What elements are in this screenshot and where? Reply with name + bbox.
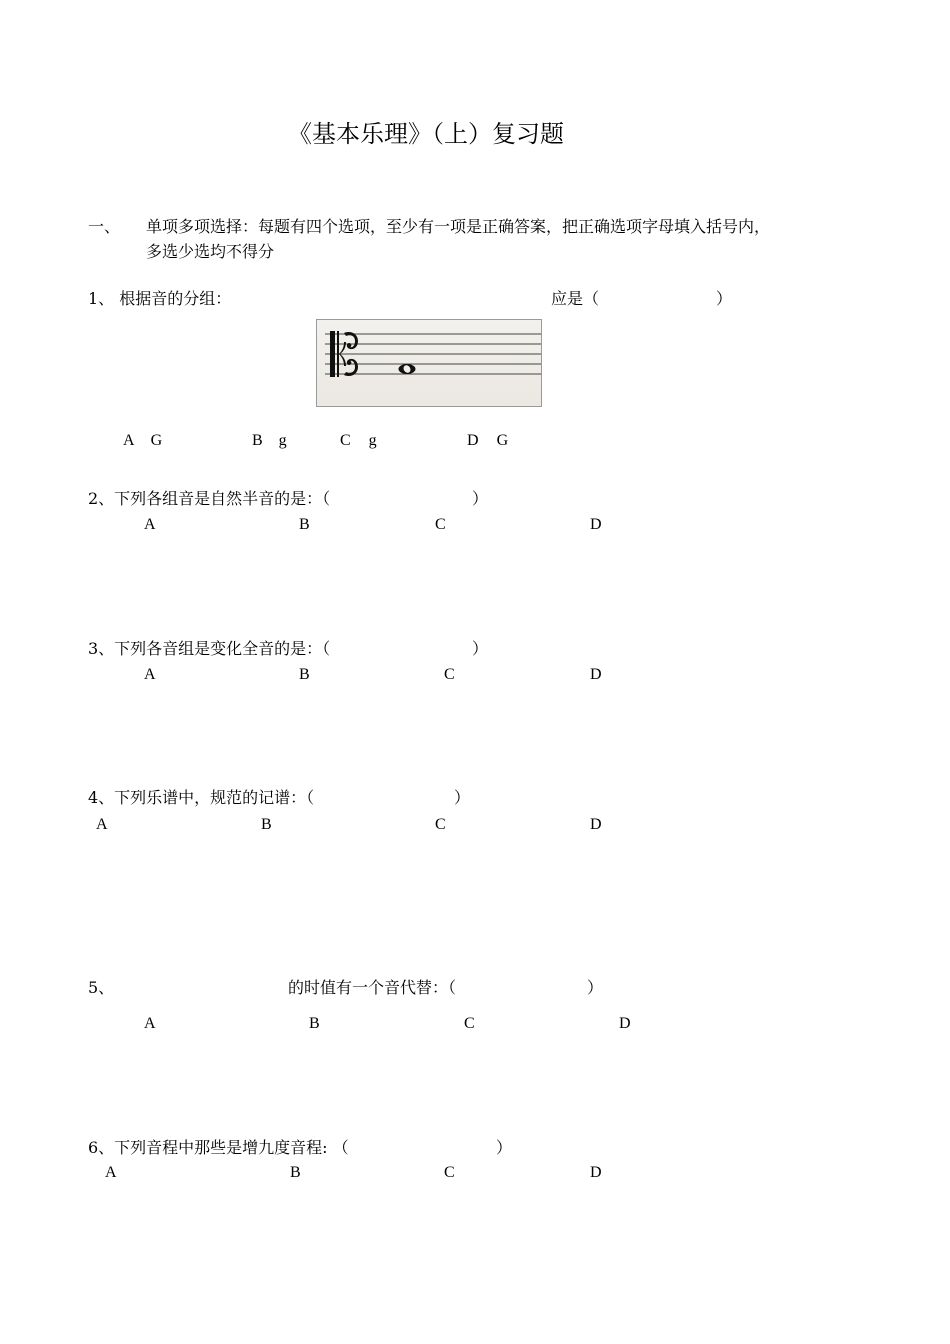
q1-option-a-letter: A xyxy=(123,432,135,449)
q1-option-c-letter: C xyxy=(340,432,351,449)
q5-option-c: C xyxy=(464,1015,475,1032)
staff-image xyxy=(316,319,542,407)
q1-option-d xyxy=(467,430,508,452)
question-3-answer-close: ） xyxy=(472,639,489,658)
q3-option-c: C xyxy=(444,666,455,683)
q1-option-a-value: G xyxy=(150,432,163,449)
question-5-number: 5、 xyxy=(88,978,115,997)
question-1-answer-close: ） xyxy=(716,289,733,308)
q2-option-a: A xyxy=(144,516,156,533)
q6-option-c: C xyxy=(444,1164,455,1181)
q1-option-a xyxy=(123,430,162,452)
q5-option-a: A xyxy=(144,1015,156,1032)
q1-option-b xyxy=(252,430,287,452)
q5-option-d: D xyxy=(619,1015,631,1032)
q4-option-a: A xyxy=(96,816,108,833)
question-5-answer-close: ） xyxy=(587,978,604,997)
question-2-label: 2、下列各组音是自然半音的是：（ xyxy=(88,489,331,508)
question-1-label: 1、 根据音的分组： xyxy=(88,289,232,308)
q1-option-c xyxy=(340,430,377,452)
question-3-label: 3、下列各音组是变化全音的是：（ xyxy=(88,639,331,658)
q3-option-b: B xyxy=(299,666,310,683)
q4-option-b: B xyxy=(261,816,272,833)
q4-option-d: D xyxy=(590,816,602,833)
question-4-answer-close: ） xyxy=(454,788,471,807)
section-instruction-line1: 单项多项选择：每题有四个选项，至少有一项是正确答案，把正确选项字母填入括号内， xyxy=(146,217,771,236)
whole-note-icon xyxy=(399,364,416,374)
q6-option-b: B xyxy=(290,1164,301,1181)
section-instruction-line2: 多选少选均不得分 xyxy=(146,242,275,261)
page-title-text: 《基本乐理》（上）复习题 xyxy=(288,120,564,148)
q2-option-d: D xyxy=(590,516,602,533)
q2-option-c: C xyxy=(435,516,446,533)
page-title xyxy=(288,114,564,149)
q3-option-a: A xyxy=(144,666,156,683)
question-6-answer-close: ） xyxy=(496,1138,513,1157)
question-5-label: 的时值有一个音代替：（ xyxy=(288,978,457,997)
q6-option-d: D xyxy=(590,1164,602,1181)
section-number: 一、 xyxy=(88,217,121,236)
q4-option-c: C xyxy=(435,816,446,833)
q1-option-c-value: g xyxy=(368,432,377,449)
question-1-suffix: 应是（ xyxy=(551,289,600,308)
question-2-answer-close: ） xyxy=(472,489,489,508)
q2-option-b: B xyxy=(299,516,310,533)
q1-option-d-value: G xyxy=(496,432,509,449)
alto-clef-whole-note-icon xyxy=(317,320,542,407)
q6-option-a: A xyxy=(105,1164,117,1181)
q1-option-b-letter: B xyxy=(252,432,263,449)
question-6-label: 6、下列音程中那些是增九度音程: （ xyxy=(88,1138,349,1157)
question-4-label: 4、下列乐谱中，规范的记谱：（ xyxy=(88,788,315,807)
q1-option-d-letter: D xyxy=(467,432,479,449)
q3-option-d: D xyxy=(590,666,602,683)
q5-option-b: B xyxy=(309,1015,320,1032)
q1-option-b-value: g xyxy=(278,432,287,449)
